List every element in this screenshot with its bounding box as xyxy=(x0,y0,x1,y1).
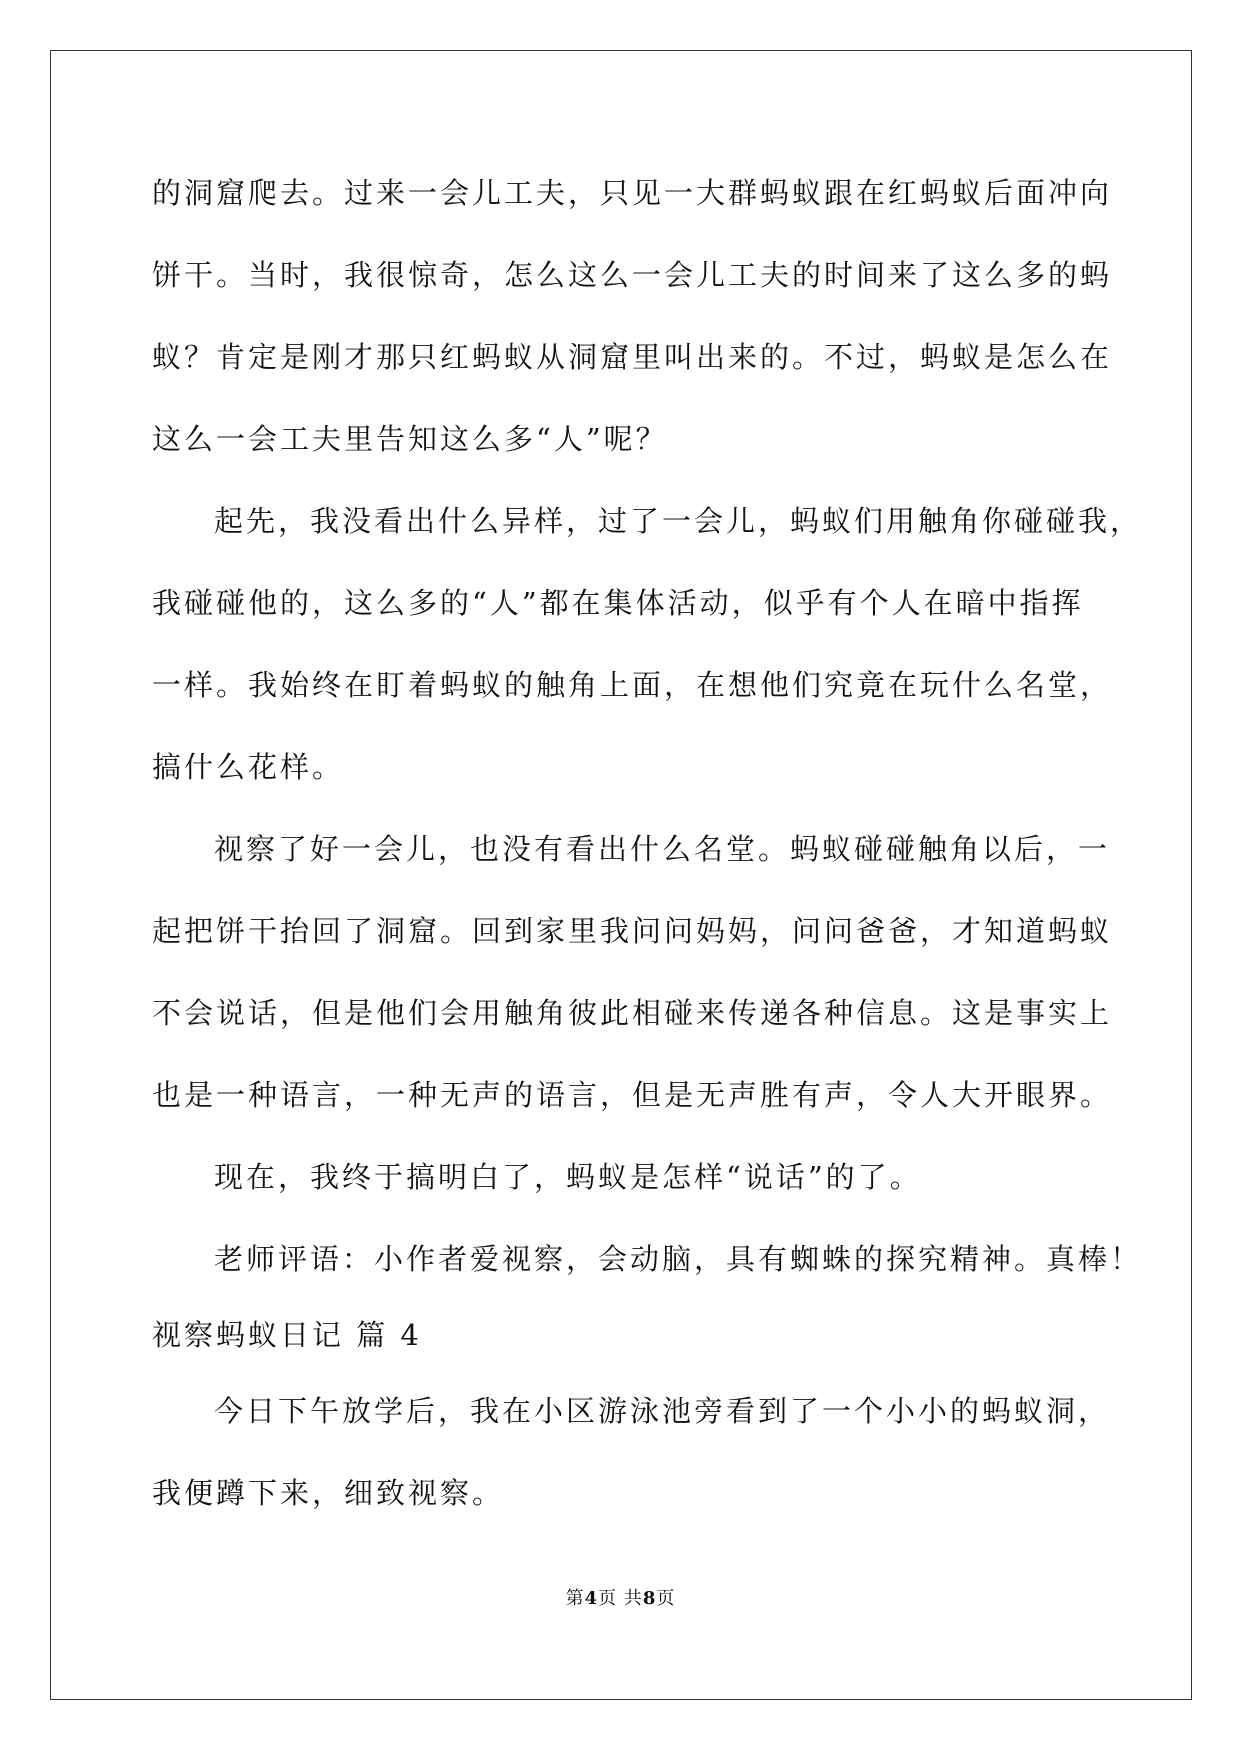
text-line: 蚁？肯定是刚才那只红蚂蚁从洞窟里叫出来的。不过，蚂蚁是怎么在 xyxy=(152,340,1113,374)
text-line: 老师评语：小作者爱视察，会动脑，具有蜘蛛的探究精神。真棒！ xyxy=(214,1242,1143,1276)
current-page-number: 4 xyxy=(584,1588,599,1609)
total-page-number: 8 xyxy=(642,1588,657,1609)
text-line: 的洞窟爬去。过来一会儿工夫，只见一大群蚂蚁跟在红蚂蚁后面冲向 xyxy=(152,176,1113,210)
text-line: 不会说话，但是他们会用触角彼此相碰来传递各种信息。这是事实上 xyxy=(152,996,1113,1030)
text-line: 搞什么花样。 xyxy=(152,750,345,784)
footer-suffix: 页 xyxy=(656,1588,676,1609)
text-line: 我碰碰他的，这么多的“人”都在集体活动，似乎有个人在暗中指挥 xyxy=(152,586,1084,620)
text-line: 起先，我没看出什么异样，过了一会儿，蚂蚁们用触角你碰碰我， xyxy=(214,504,1143,538)
text-line: 我便蹲下来，细致视察。 xyxy=(152,1476,505,1510)
text-line: 现在，我终于搞明白了，蚂蚁是怎样“说话”的了。 xyxy=(214,1160,922,1194)
text-line: 起把饼干抬回了洞窟。回到家里我问问妈妈，问问爸爸，才知道蚂蚁 xyxy=(152,914,1113,948)
footer-middle: 页 共 xyxy=(598,1588,643,1609)
text-line: 视察了好一会儿，也没有看出什么名堂。蚂蚁碰碰触角以后，一 xyxy=(214,832,1111,866)
page-footer xyxy=(0,1584,1241,1610)
text-line: 一样。我始终在盯着蚂蚁的触角上面，在想他们究竟在玩什么名堂， xyxy=(152,668,1113,702)
text-line: 也是一种语言，一种无声的语言，但是无声胜有声，令人大开眼界。 xyxy=(152,1078,1113,1112)
footer-prefix: 第 xyxy=(565,1588,585,1609)
section-heading: 视察蚂蚁日记 篇 4 xyxy=(152,1318,422,1352)
text-line: 这么一会工夫里告知这么多“人”呢？ xyxy=(152,422,668,456)
text-line: 饼干。当时，我很惊奇，怎么这么一会儿工夫的时间来了这么多的蚂 xyxy=(152,258,1113,292)
text-line: 今日下午放学后，我在小区游泳池旁看到了一个小小的蚂蚁洞， xyxy=(214,1394,1111,1428)
document-body xyxy=(152,152,1143,1534)
